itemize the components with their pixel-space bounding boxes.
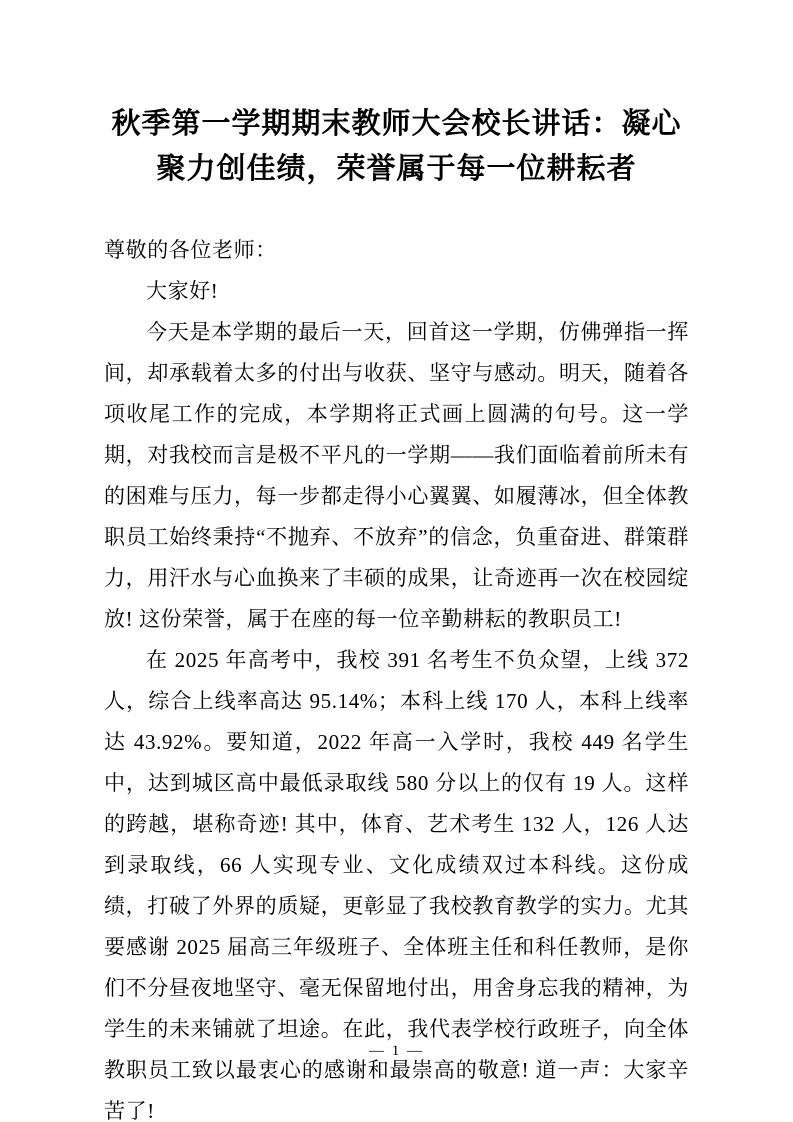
paragraph-body-1: 今天是本学期的最后一天，回首这一学期，仿佛弹指一挥间，却承载着太多的付出与收获、坚守与感动。明天，随着各项收尾工作的完成，本学期将正式画上圆满的句号。这一学期，对我校而言是极不平凡的一学期——我们面临着前所未有的困难与压力，每一步都走得小心翼翼、如履薄冰，但全体教职员工始终秉持“不抛弃、不放弃”的信念，负重奋进、群策群力，用汗水与心血换来了丰硕的成果，让奇迹再一次在校园绽放! 这份荣誉，属于在座的每一位辛勤耕耘的教职员工! bbox=[104, 319, 689, 631]
paragraph-greeting: 大家好! bbox=[146, 278, 219, 303]
document-title: 秋季第一学期期末教师大会校长讲话：凝心聚力创佳绩，荣誉属于每一位耕耘者 bbox=[111, 108, 682, 185]
paragraph-body-2: 在 2025 年高考中，我校 391 名考生不负众望，上线 372 人，综合上线率高达 95.14%；本科上线 170 人，本科上线率达 43.92%。要知道，2022 年高一入学时，我校 449 名学生中，达到城区高中最低录取线 580 分以上的仅有 19 人。这样的跨越，堪称奇迹! 其中，体育、艺术考生 132 人，126 人达到录取线，66 人实现专业、文化成绩双过本科线。这份成绩，打破了外界的质疑，更彰显了我校教育教学的实力。尤其要感谢 2025 届高三年级班子、全体班主任和科任教师，是你们不分昼夜地坚守、毫无保留地付出，用舍身忘我的精神，为学生的未来铺就了坦途。在此，我代表学校行政班子，向全体教职员工致以最衷心的感谢和最崇高的敬意! 道一声：大家辛苦了! bbox=[104, 647, 689, 1122]
page-number: — 1 — bbox=[369, 1043, 424, 1059]
paragraph-salutation: 尊敬的各位老师： bbox=[104, 237, 277, 262]
